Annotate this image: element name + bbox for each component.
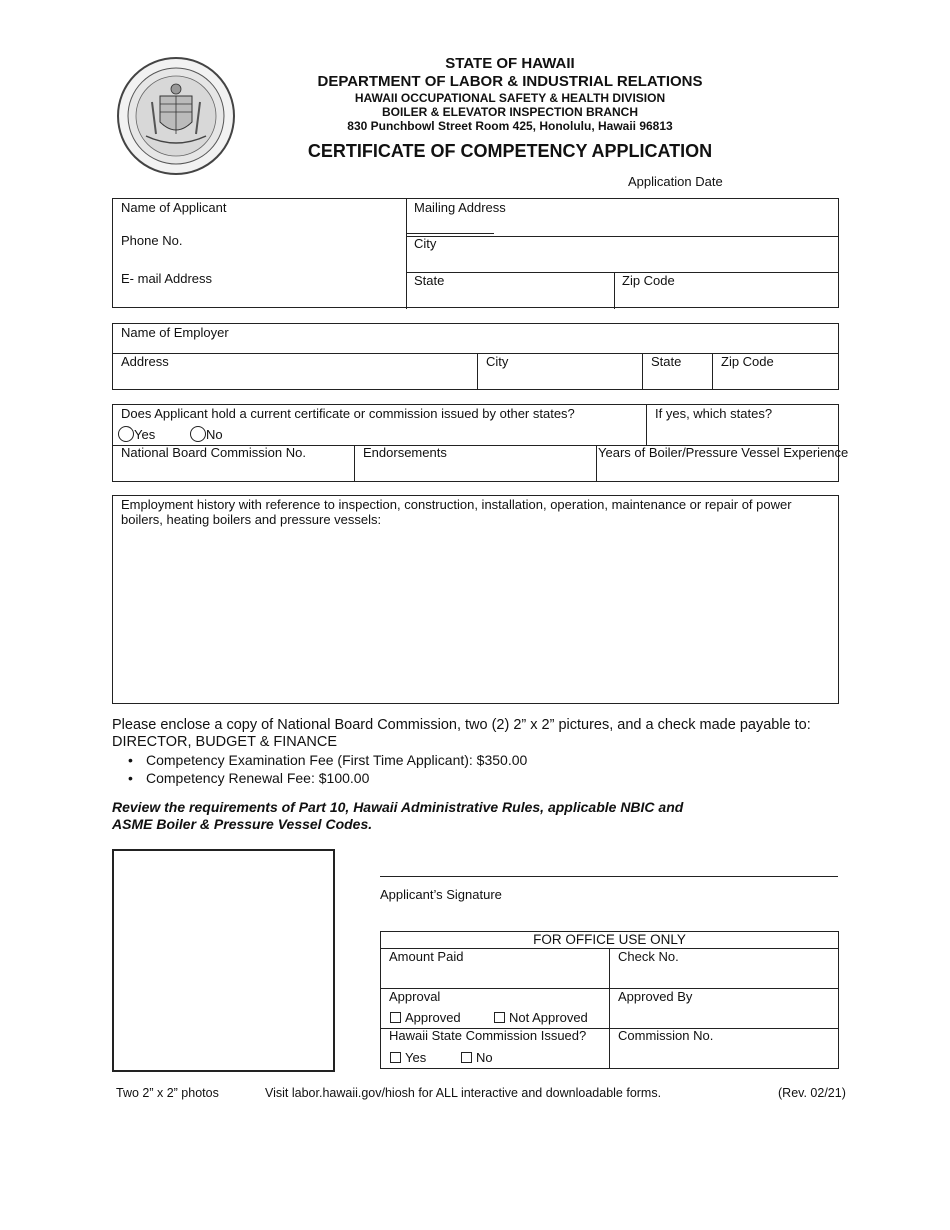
- applicant-zip-field[interactable]: Zip Code: [622, 273, 675, 288]
- radio-yes[interactable]: [118, 426, 155, 442]
- approval-label: Approval: [389, 989, 441, 1004]
- commission-issued-label: Hawaii State Commission Issued?: [389, 1028, 587, 1043]
- radio-no-label: No: [206, 427, 223, 442]
- employer-address-field[interactable]: Address: [121, 354, 169, 369]
- employment-history-field[interactable]: [112, 495, 839, 704]
- fee-examination: • Competency Examination Fee (First Time Applicant): $350.00: [128, 752, 527, 770]
- approved-checkbox-label: Approved: [405, 1010, 461, 1025]
- fee-list: [128, 752, 527, 787]
- nb-commission-field[interactable]: National Board Commission No.: [121, 445, 306, 460]
- not-approved-checkbox-box[interactable]: [494, 1012, 505, 1023]
- applicant-state-field[interactable]: State: [414, 273, 445, 288]
- photo-box[interactable]: [112, 849, 335, 1072]
- employer-state-field[interactable]: State: [651, 354, 682, 369]
- branch-heading: BOILER & ELEVATOR INSPECTION BRANCH: [381, 105, 638, 119]
- signature-line[interactable]: [380, 876, 838, 877]
- commission-no-checkbox[interactable]: [461, 1050, 493, 1065]
- employer-section: [112, 323, 839, 390]
- enclose-line-1: Please enclose a copy of National Board Commission, two (2) 2” x 2” pictures, and a check made payable to:: [112, 717, 811, 733]
- employer-name-field[interactable]: Name of Employer: [121, 325, 229, 340]
- radio-no-circle[interactable]: [190, 426, 206, 442]
- review-line-1: Review the requirements of Part 10, Hawaii Administrative Rules, applicable NBIC and: [112, 799, 684, 815]
- commission-no-checkbox-box[interactable]: [461, 1052, 472, 1063]
- office-use-table: [380, 931, 839, 1069]
- commission-yes-checkbox[interactable]: [390, 1050, 426, 1065]
- approved-by-field[interactable]: Approved By: [618, 989, 693, 1004]
- not-approved-checkbox[interactable]: [494, 1010, 588, 1025]
- email-field[interactable]: E- mail Address: [121, 271, 213, 286]
- radio-yes-label: Yes: [134, 427, 156, 442]
- commission-yes-label: Yes: [405, 1050, 427, 1065]
- mailing-address-field[interactable]: Mailing Address: [414, 200, 506, 215]
- enclose-line-2: DIRECTOR, BUDGET & FINANCE: [112, 734, 338, 750]
- visit-website-note: Visit labor.hawaii.gov/hiosh for ALL interactive and downloadable forms.: [265, 1086, 662, 1100]
- enclose-instructions: [112, 717, 832, 751]
- page-title: CERTIFICATE OF COMPETENCY APPLICATION: [307, 141, 713, 161]
- employment-history-label: Employment history with reference to inspection, construction, installation, operation, maintenance or repair of power boilers, heating boilers and pressure vessels:: [121, 497, 792, 527]
- endorsements-field[interactable]: Endorsements: [363, 445, 447, 460]
- address-heading: 830 Punchbowl Street Room 425, Honolulu, Hawaii 96813: [347, 119, 673, 133]
- department-heading: DEPARTMENT OF LABOR & INDUSTRIAL RELATIONS: [317, 73, 703, 90]
- which-states-field[interactable]: If yes, which states?: [655, 406, 773, 421]
- state-seal-logo: [116, 56, 236, 176]
- office-use-title: FOR OFFICE USE ONLY: [533, 932, 686, 947]
- commission-no-label: No: [476, 1050, 493, 1065]
- applicant-section: [112, 198, 839, 308]
- experience-field[interactable]: Years of Boiler/Pressure Vessel Experience: [598, 445, 849, 460]
- employer-city-field[interactable]: City: [486, 354, 509, 369]
- applicant-city-field[interactable]: City: [414, 236, 437, 251]
- fee-renewal: • Competency Renewal Fee: $100.00: [128, 770, 527, 788]
- division-heading: HAWAII OCCUPATIONAL SAFETY & HEALTH DIVISION: [354, 91, 666, 105]
- employer-zip-field[interactable]: Zip Code: [721, 354, 774, 369]
- revision-label: (Rev. 02/21): [778, 1086, 846, 1100]
- review-note: [112, 799, 732, 833]
- signature-label: Applicant’s Signature: [380, 887, 502, 902]
- name-of-applicant-field[interactable]: Name of Applicant: [121, 200, 227, 215]
- phone-field[interactable]: Phone No.: [121, 233, 183, 248]
- review-line-2: ASME Boiler & Pressure Vessel Codes.: [112, 816, 373, 832]
- check-no-field[interactable]: Check No.: [618, 949, 679, 964]
- radio-no[interactable]: [190, 426, 223, 442]
- application-date-field[interactable]: Application Date: [628, 174, 723, 189]
- commission-no-field[interactable]: Commission No.: [618, 1028, 714, 1043]
- approved-checkbox-box[interactable]: [390, 1012, 401, 1023]
- not-approved-checkbox-label: Not Approved: [509, 1010, 588, 1025]
- photos-caption: Two 2” x 2” photos: [116, 1086, 219, 1100]
- radio-yes-circle[interactable]: [118, 426, 134, 442]
- other-states-question: Does Applicant hold a current certificate or commission issued by other states?: [121, 406, 575, 421]
- commission-yes-checkbox-box[interactable]: [390, 1052, 401, 1063]
- certificate-section: [112, 404, 849, 482]
- amount-paid-field[interactable]: Amount Paid: [389, 949, 464, 964]
- state-heading: STATE OF HAWAII: [445, 55, 575, 72]
- approved-checkbox[interactable]: [390, 1010, 461, 1025]
